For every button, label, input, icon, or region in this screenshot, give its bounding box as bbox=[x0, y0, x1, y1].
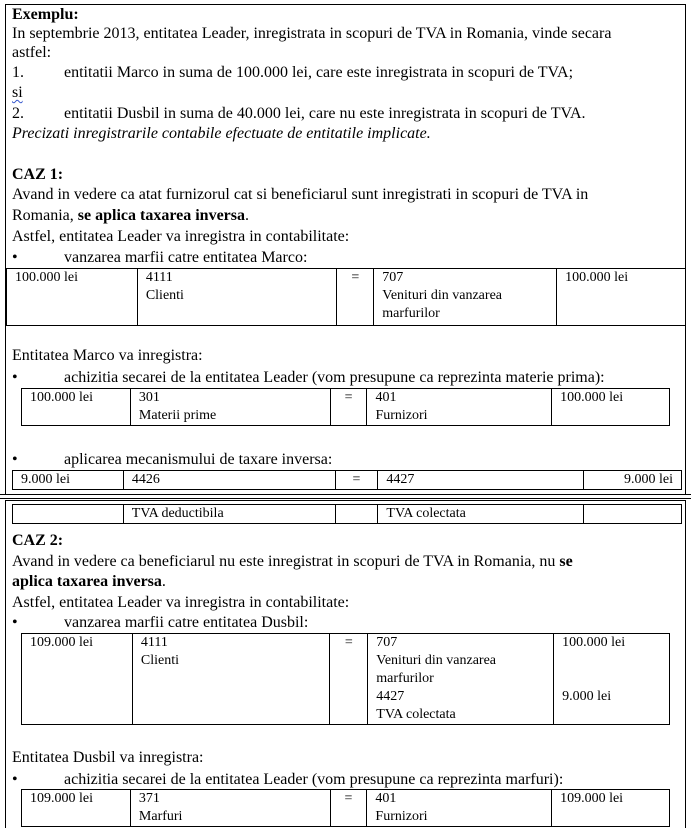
amount-right: 100.000 lei bbox=[552, 389, 670, 426]
page-separator bbox=[0, 494, 691, 495]
item-text: entitatii Dusbil in suma de 40.000 lei, care nu este inregistrata in scopuri de TVA. bbox=[64, 105, 586, 122]
reason-end: . bbox=[245, 207, 249, 224]
equals-sign: = bbox=[330, 634, 368, 725]
example-question: Precizati inregistrarile contabile efectuate de entitatile implicate. bbox=[12, 125, 431, 142]
amount-left-empty bbox=[13, 505, 124, 524]
example-and-word: si bbox=[12, 84, 23, 101]
reason-text: Avand in vedere ca beneficiarul nu este inregistrat in scopuri de TVA in Romania, nu bbox=[12, 553, 560, 570]
page-separator-2 bbox=[0, 498, 691, 499]
example-intro-line2: astfel: bbox=[12, 44, 52, 61]
case1-entry-3-table-bottom bbox=[12, 504, 682, 524]
bullet-icon: • bbox=[12, 249, 18, 266]
bullet-icon: • bbox=[12, 451, 18, 468]
case2-leader-intro: Astfel, entitatea Leader va inregistra in contabilitate: bbox=[12, 594, 350, 611]
amount-right: 109.000 lei bbox=[552, 790, 670, 827]
bullet-text: vanzarea marfii catre entitatea Dusbil: bbox=[64, 614, 309, 631]
credit-code: 4427 bbox=[378, 471, 584, 490]
case1-bullet-2 bbox=[12, 369, 605, 387]
example-intro-line1: In septembrie 2013, entitatea Leader, inregistrata in scopuri de TVA in Romania, vinde secara bbox=[12, 25, 612, 42]
case1-heading: CAZ 1: bbox=[12, 166, 64, 183]
credit-account: 707 Venituri din vanzarea marfurilor bbox=[374, 269, 557, 326]
amount-left: 100.000 lei bbox=[7, 269, 138, 326]
bullet-text: achizitia secarei de la entitatea Leader (vom presupune ca reprezinta marfuri): bbox=[64, 771, 564, 788]
case2-entry-1-table bbox=[21, 633, 670, 725]
case2-reason-line2 bbox=[12, 573, 166, 591]
equals-sign: = bbox=[337, 269, 374, 326]
case2-reason-line1 bbox=[12, 553, 573, 571]
case1-leader-intro: Astfel, entitatea Leader va inregistra in contabilitate: bbox=[12, 228, 350, 245]
credit-name: TVA colectata bbox=[378, 505, 584, 524]
example-item-2 bbox=[12, 105, 586, 123]
case2-dusbil-intro: Entitatea Dusbil va inregistra: bbox=[12, 749, 204, 766]
case1-reason-line1: Avand in vedere ca atat furnizorul cat si beneficiarul sunt inregistrati in scopuri de TVA in bbox=[12, 186, 589, 203]
debit-account: 301 Materii prime bbox=[130, 389, 330, 426]
reason-text: Romania, bbox=[12, 207, 78, 224]
case1-bullet-1 bbox=[12, 249, 307, 267]
bullet-icon: • bbox=[12, 771, 18, 788]
item-number: 1. bbox=[12, 64, 24, 81]
credit-accounts: 707 Venituri din vanzarea marfurilor 4427 TVA colectata bbox=[368, 634, 554, 725]
debit-name: TVA deductibila bbox=[123, 505, 335, 524]
case2-bullet-1 bbox=[12, 614, 308, 632]
amount-left: 100.000 lei bbox=[22, 389, 131, 426]
reason-bold: se aplica taxarea inversa bbox=[77, 207, 245, 224]
credit-account: 401 Furnizori bbox=[367, 389, 552, 426]
equals-sign: = bbox=[335, 471, 378, 490]
reason-end: . bbox=[161, 573, 166, 590]
debit-account: 4111 Clienti bbox=[132, 634, 330, 725]
reason-bold: se bbox=[559, 553, 573, 570]
case1-bullet-3 bbox=[12, 451, 332, 469]
equals-sign: = bbox=[330, 790, 367, 827]
debit-code: 4426 bbox=[123, 471, 335, 490]
amount-right: 100.000 lei bbox=[557, 269, 686, 326]
bullet-icon: • bbox=[12, 614, 18, 631]
debit-account: 371 Marfuri bbox=[130, 790, 330, 827]
amount-right-empty bbox=[584, 505, 682, 524]
bullet-text: aplicarea mecanismului de taxare inversa: bbox=[64, 451, 333, 468]
amounts-right: 100.000 lei 9.000 lei bbox=[554, 634, 670, 725]
item-text: entitatii Marco in suma de 100.000 lei, care este inregistrata in scopuri de TVA; bbox=[64, 64, 574, 81]
reason-bold: aplica taxarea inversa bbox=[12, 573, 162, 590]
case1-entry-2-table bbox=[21, 388, 670, 426]
debit-account: 4111 Clienti bbox=[137, 269, 337, 326]
item-number: 2. bbox=[12, 105, 24, 122]
equals-empty bbox=[335, 505, 378, 524]
bullet-text: achizitia secarei de la entitatea Leader (vom presupune ca reprezinta materie prima): bbox=[64, 369, 605, 386]
amount-right: 9.000 lei bbox=[584, 471, 682, 490]
amount-left: 109.000 lei bbox=[22, 790, 131, 827]
case1-entry-3-table-top bbox=[12, 470, 682, 490]
case2-heading: CAZ 2: bbox=[12, 532, 64, 549]
case1-reason-line2 bbox=[12, 207, 249, 225]
amount-left: 109.000 lei bbox=[22, 634, 133, 725]
case2-entry-2-table bbox=[21, 789, 670, 827]
example-item-1 bbox=[12, 64, 573, 82]
credit-account: 401 Furnizori bbox=[367, 790, 552, 827]
bullet-icon: • bbox=[12, 369, 18, 386]
amount-left: 9.000 lei bbox=[13, 471, 124, 490]
case2-bullet-2 bbox=[12, 771, 563, 789]
bullet-text: vanzarea marfii catre entitatea Marco: bbox=[64, 249, 308, 266]
example-heading: Exemplu: bbox=[12, 6, 79, 23]
equals-sign: = bbox=[330, 389, 367, 426]
case1-marco-intro: Entitatea Marco va inregistra: bbox=[12, 347, 203, 364]
case1-entry-1-table bbox=[6, 268, 686, 326]
